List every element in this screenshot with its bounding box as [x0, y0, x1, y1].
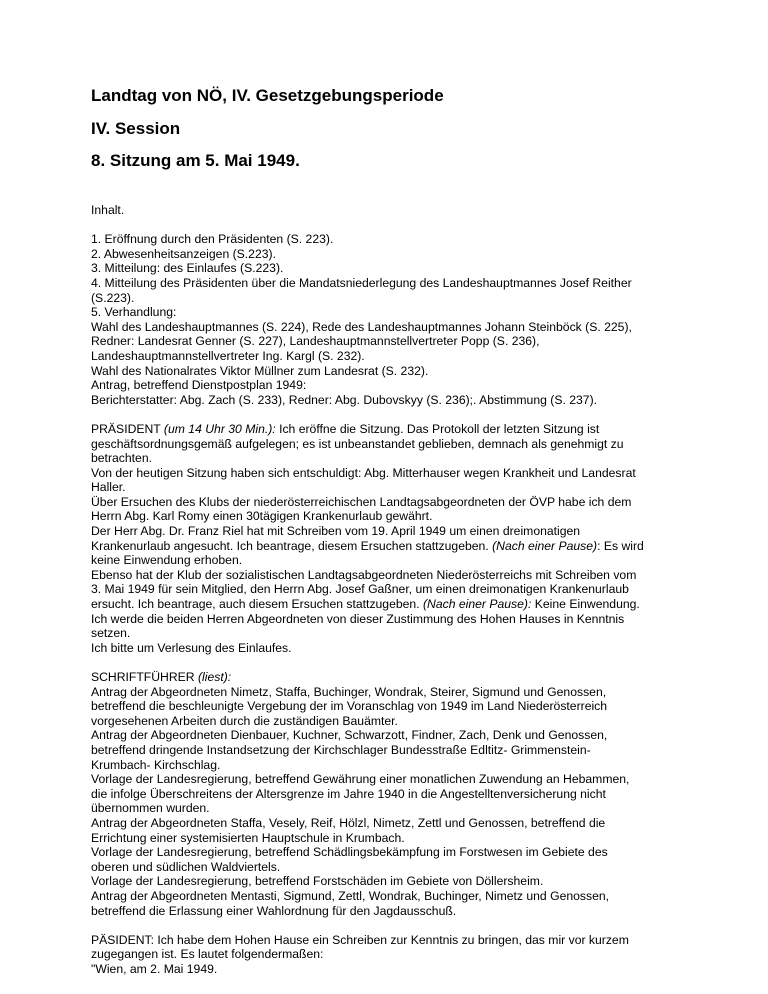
statement-line [91, 539, 691, 554]
stage-direction: (liest): [197, 670, 232, 684]
statement-line: Krumbach- Kirchschlag. [91, 757, 221, 772]
president-statement [91, 422, 691, 656]
statement-line: Antrag der Abgeordneten Mentasti, Sigmund, Zettl, Wondrak, Buchinger, Nimetz und Genossen, [91, 888, 610, 903]
statement-line: betreffend dringende Instandsetzung der Kirchschlager Bundesstraße Edltitz- Grimmenstein- [91, 742, 591, 757]
statement-line: geschäftsordnungsgemäß aufgelegen; es ist unbeanstandet geblieben, demnach als genehmigt zu [91, 436, 624, 451]
contents-line: 2. Abwesenheitsanzeigen (S.223). [91, 246, 276, 261]
statement-line: 3. Mai 1949 für sein Mitglied, den Herrn Abg. Josef Gaßner, um einen dreimonatigen Krankenurlaub [91, 582, 629, 597]
sitting-heading: 8. Sitzung am 5. Mai 1949. [91, 151, 300, 170]
statement-text: Krankenurlaub angesucht. Ich beantrage, diesem Ersuchen stattzugeben. [91, 538, 493, 553]
statement-line: Vorlage der Landesregierung, betreffend Forstschäden im Gebiete von Döllersheim. [91, 874, 544, 889]
contents-line: Redner: Landesrat Genner (S. 227), Landeshauptmannstellvertreter Popp (S. 236), [91, 334, 540, 349]
contents-line: (S.223). [91, 290, 135, 305]
statement-line: Ich werde die beiden Herren Abgeordneten von dieser Zustimmung des Hohen Hauses in Kenntnis [91, 611, 625, 626]
paragraph-gap [91, 218, 691, 233]
statement-line: übernommen wurden. [91, 801, 210, 816]
statement-text: Keine Einwendung. [531, 597, 640, 612]
paragraph-gap [91, 918, 691, 933]
statement-line [91, 670, 691, 685]
statement-text: ersucht. Ich beantrage, auch diesem Ersuchen stattzugeben. [91, 597, 423, 612]
speaker-label: SCHRIFTFÜHRER [91, 670, 195, 684]
statement-line: Errichtung einer systemisierten Hauptschule in Krumbach. [91, 830, 405, 845]
statement-line: Vorlage der Landesregierung, betreffend Gewährung einer monatlichen Zuwendung an Hebammen, [91, 772, 630, 787]
statement-line: Antrag der Abgeordneten Staffa, Vesely, Reif, Hölzl, Nimetz, Zettl und Genossen, betreffend die [91, 815, 606, 830]
contents-line: 1. Eröffnung durch den Präsidenten (S. 223). [91, 232, 334, 247]
closing-statement [91, 933, 691, 977]
statement-line: "Wien, am 2. Mai 1949. [91, 961, 218, 976]
contents-heading: Inhalt. [91, 203, 125, 217]
statement-line: setzen. [91, 626, 131, 641]
document-body [91, 203, 691, 976]
paragraph-gap [91, 655, 691, 670]
contents-line: 3. Mitteilung: des Einlaufes (S.223). [91, 261, 284, 276]
statement-line: Über Ersuchen des Klubs der niederösterreichischen Landtagsabgeordneten der ÖVP habe ich dem [91, 494, 632, 509]
stage-direction: (Nach einer Pause) [492, 538, 598, 553]
contents-line: Wahl des Landeshauptmannes (S. 224), Rede des Landeshauptmannes Johann Steinböck (S. 225), [91, 319, 632, 334]
statement-text: Ich eröffne die Sitzung. Das Protokoll der letzten Sitzung ist [275, 421, 600, 436]
contents-list [91, 232, 691, 407]
statement-line: PÄSIDENT: Ich habe dem Hohen Hause ein Schreiben zur Kenntnis zu bringen, das mir vor kurzem [91, 932, 629, 947]
contents-line: Wahl des Nationalrates Viktor Müllner zum Landesrat (S. 232). [91, 363, 429, 378]
paragraph-gap [91, 407, 691, 422]
document-title: Landtag von NÖ, IV. Gesetzgebungsperiode [91, 86, 444, 105]
contents-line: 4. Mitteilung des Präsidenten über die Mandatsniederlegung des Landeshauptmannes Josef Reither [91, 275, 632, 290]
speaker-label: PRÄSIDENT [91, 421, 161, 436]
statement-line: Ebenso hat der Klub der sozialistischen Landtagsabgeordneten Niederösterreichs mit Schreiben vom [91, 567, 637, 582]
statement-line: betreffend die Erlassung einer Wahlordnung für den Jagdausschuß. [91, 903, 457, 918]
contents-line: 5. Verhandlung: [91, 305, 177, 320]
statement-text: : Es wird [597, 538, 644, 553]
statement-line: vorgesehenen Arbeiten durch die zuständigen Bauämter. [91, 713, 398, 728]
statement-line [91, 597, 691, 612]
statement-line: Antrag der Abgeordneten Dienbauer, Kuchner, Schwarzott, Findner, Zach, Denk und Genossen, [91, 728, 608, 743]
statement-line: Haller. [91, 480, 126, 495]
statement-line: betreffend die beschleunigte Vergebung der im Voranschlag von 1949 im Land Niederösterreich [91, 699, 608, 714]
statement-line [91, 422, 691, 437]
statement-line: Ich bitte um Verlesung des Einlaufes. [91, 640, 292, 655]
contents-line: Landeshauptmannstellvertreter Ing. Kargl (S. 232). [91, 348, 365, 363]
statement-line: Von der heutigen Sitzung haben sich entschuldigt: Abg. Mitterhauser wegen Krankheit und Landesrat [91, 465, 636, 480]
statement-line: zugegangen ist. Es lautet folgendermaßen: [91, 947, 324, 962]
stage-direction: (Nach einer Pause): [422, 597, 532, 612]
statement-line: Herrn Abg. Karl Romy einen 30tägigen Krankenurlaub gewährt. [91, 509, 433, 524]
session-heading: IV. Session [91, 119, 181, 138]
time-note: (um 14 Uhr 30 Min.): [163, 421, 276, 436]
statement-line: oberen und südlichen Waldviertels. [91, 859, 281, 874]
statement-line: keine Einwendung erhoben. [91, 553, 243, 568]
statement-line: Vorlage der Landesregierung, betreffend Schädlingsbekämpfung im Forstwesen im Gebiete des [91, 845, 608, 860]
statement-line: Antrag der Abgeordneten Nimetz, Staffa, Buchinger, Wondrak, Steirer, Sigmund und Genossen, [91, 684, 607, 699]
statement-line: die infolge Überschreitens der Altersgrenze im Jahre 1940 in die Angestelltenversicherung nicht [91, 786, 606, 801]
contents-line: Berichterstatter: Abg. Zach (S. 233), Redner: Abg. Dubovskyy (S. 236);. Abstimmung (S. 237). [91, 392, 598, 407]
statement-line: Der Herr Abg. Dr. Franz Riel hat mit Schreiben vom 19. April 1949 um einen dreimonatigen [91, 524, 581, 539]
secretary-statement [91, 670, 691, 918]
statement-line: betrachten. [91, 451, 152, 466]
contents-line: Antrag, betreffend Dienstpostplan 1949: [91, 378, 307, 393]
